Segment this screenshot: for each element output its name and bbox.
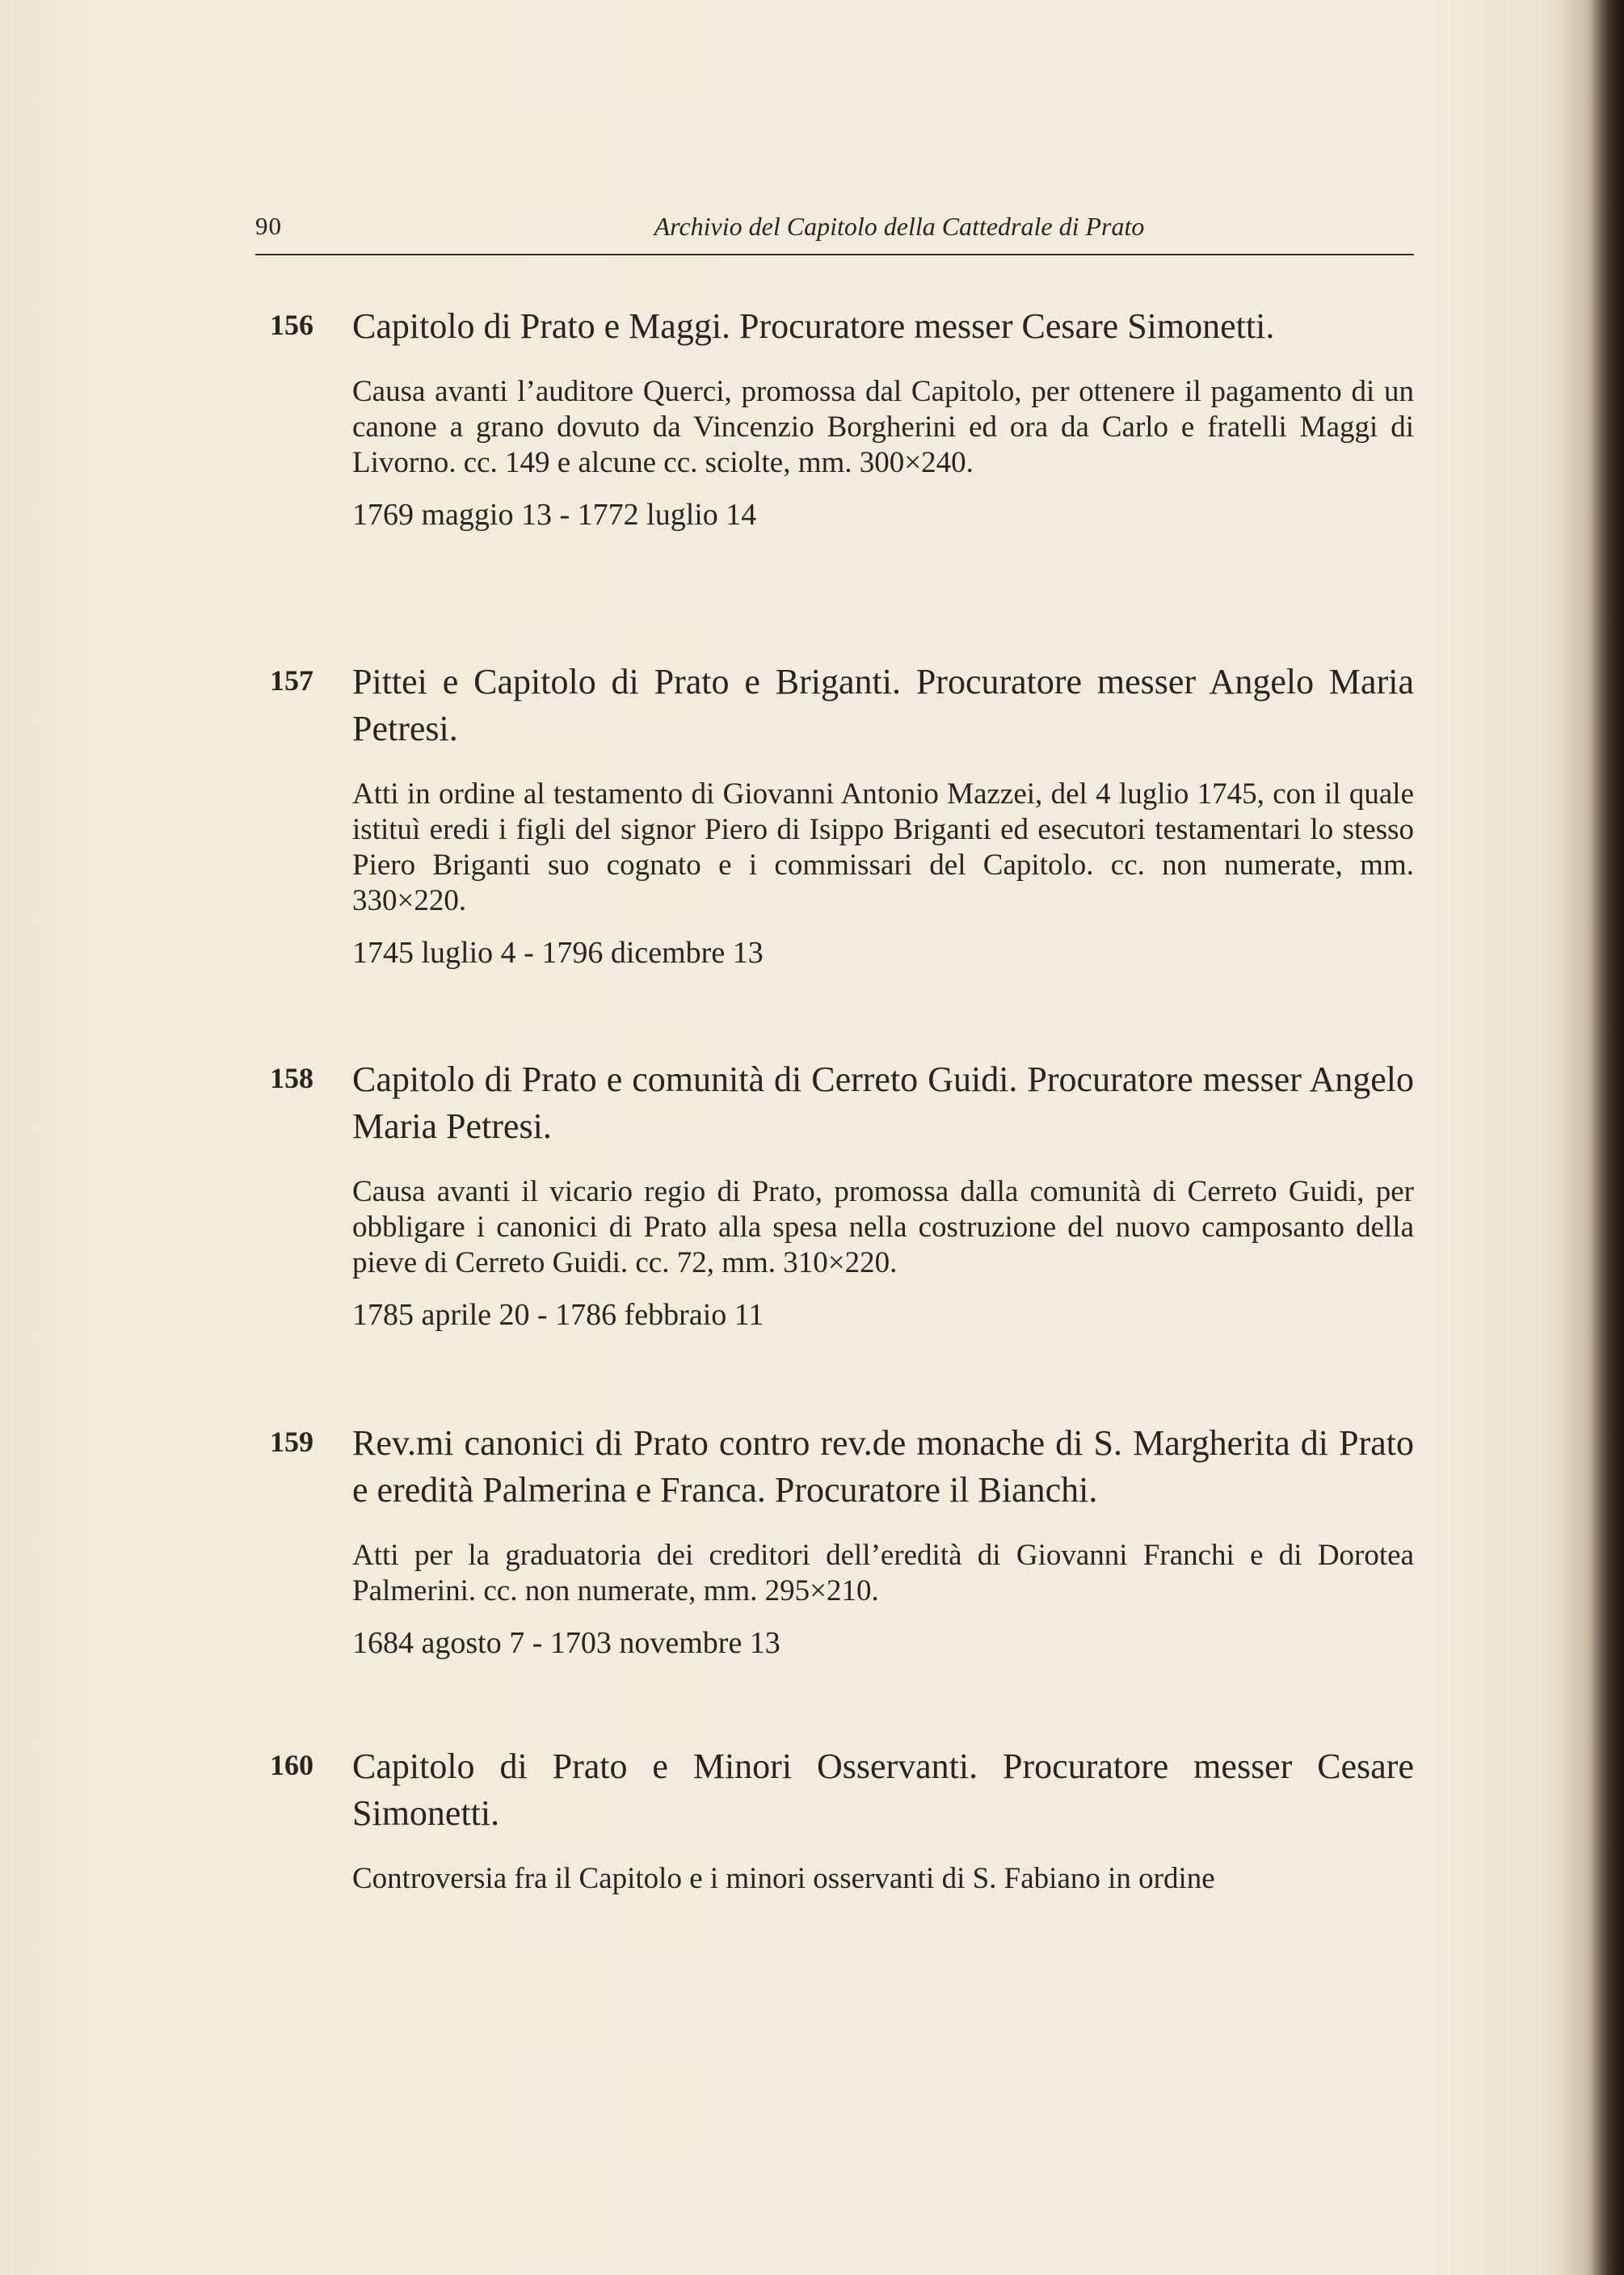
entry-date: 1785 aprile 20 - 1786 febbraio 11 (352, 1298, 764, 1332)
entry-number: 156 (270, 309, 313, 341)
entry-date: 1684 agosto 7 - 1703 novembre 13 (352, 1626, 780, 1660)
entry-body (352, 303, 1414, 533)
entry-date: 1769 maggio 13 - 1772 luglio 14 (352, 498, 757, 532)
page-number: 90 (255, 212, 282, 240)
entry-title: Capitolo di Prato e Minori Osservanti. Procuratore messer Cesare Simonetti. (352, 1746, 1414, 1833)
entry-body (352, 1743, 1414, 1897)
entry-title: Rev.mi canonici di Prato contro rev.de monache di S. Margherita di Prato e eredità Palmerina e Franca. Procuratore il Bianchi. (352, 1423, 1414, 1510)
entry-body (352, 1420, 1414, 1661)
entry-description: Causa avanti l’auditore Querci, promossa dal Capitolo, per ottenere il pagamento di un canone a grano dovuto da Vincenzio Borgherini ed ora da Carlo e fratelli Maggi di Livorno. cc. 149 e alcune cc. sciolte, mm. 300×240. (352, 375, 1414, 479)
entry-date: 1745 luglio 4 - 1796 dicembre 13 (352, 936, 764, 970)
entry-number: 160 (270, 1749, 313, 1781)
entry-description: Atti in ordine al testamento di Giovanni Antonio Mazzei, del 4 luglio 1745, con il quale istituì eredi i figli del signor Piero di Isippo Briganti ed esecutori testamentari lo stesso Piero Briganti suo cognato e i commissari del Capitolo. cc. non numerate, mm. 330×220. (352, 777, 1414, 917)
entry-number: 157 (270, 664, 313, 697)
entry-title: Capitolo di Prato e comunità di Cerreto Guidi. Procuratore messer Angelo Maria Petresi. (352, 1060, 1414, 1146)
entry-description: Causa avanti il vicario regio di Prato, promossa dalla comunità di Cerreto Guidi, per obbligare i canonici di Prato alla spesa nella costruzione del nuovo camposanto della pieve di Cerreto Guidi. cc. 72, mm. 310×220. (352, 1175, 1414, 1279)
book-spine-shadow (1559, 0, 1624, 2275)
entry-number: 158 (270, 1062, 313, 1094)
entry-number: 159 (270, 1426, 313, 1458)
running-title: Archivio del Capitolo della Cattedrale di Prato (654, 212, 1145, 241)
entry-body (352, 1056, 1414, 1333)
entry-description: Controversia fra il Capitolo e i minori osservanti di S. Fabiano in ordine (352, 1862, 1215, 1895)
entry-body (352, 659, 1414, 971)
entry-title: Capitolo di Prato e Maggi. Procuratore messer Cesare Simonetti. (352, 306, 1275, 346)
page-header (255, 209, 1414, 255)
entry-title: Pittei e Capitolo di Prato e Briganti. Procuratore messer Angelo Maria Petresi. (352, 662, 1414, 748)
entry-description: Atti per la graduatoria dei creditori dell’eredità di Giovanni Franchi e di Dorotea Palmerini. cc. non numerate, mm. 295×210. (352, 1539, 1414, 1607)
